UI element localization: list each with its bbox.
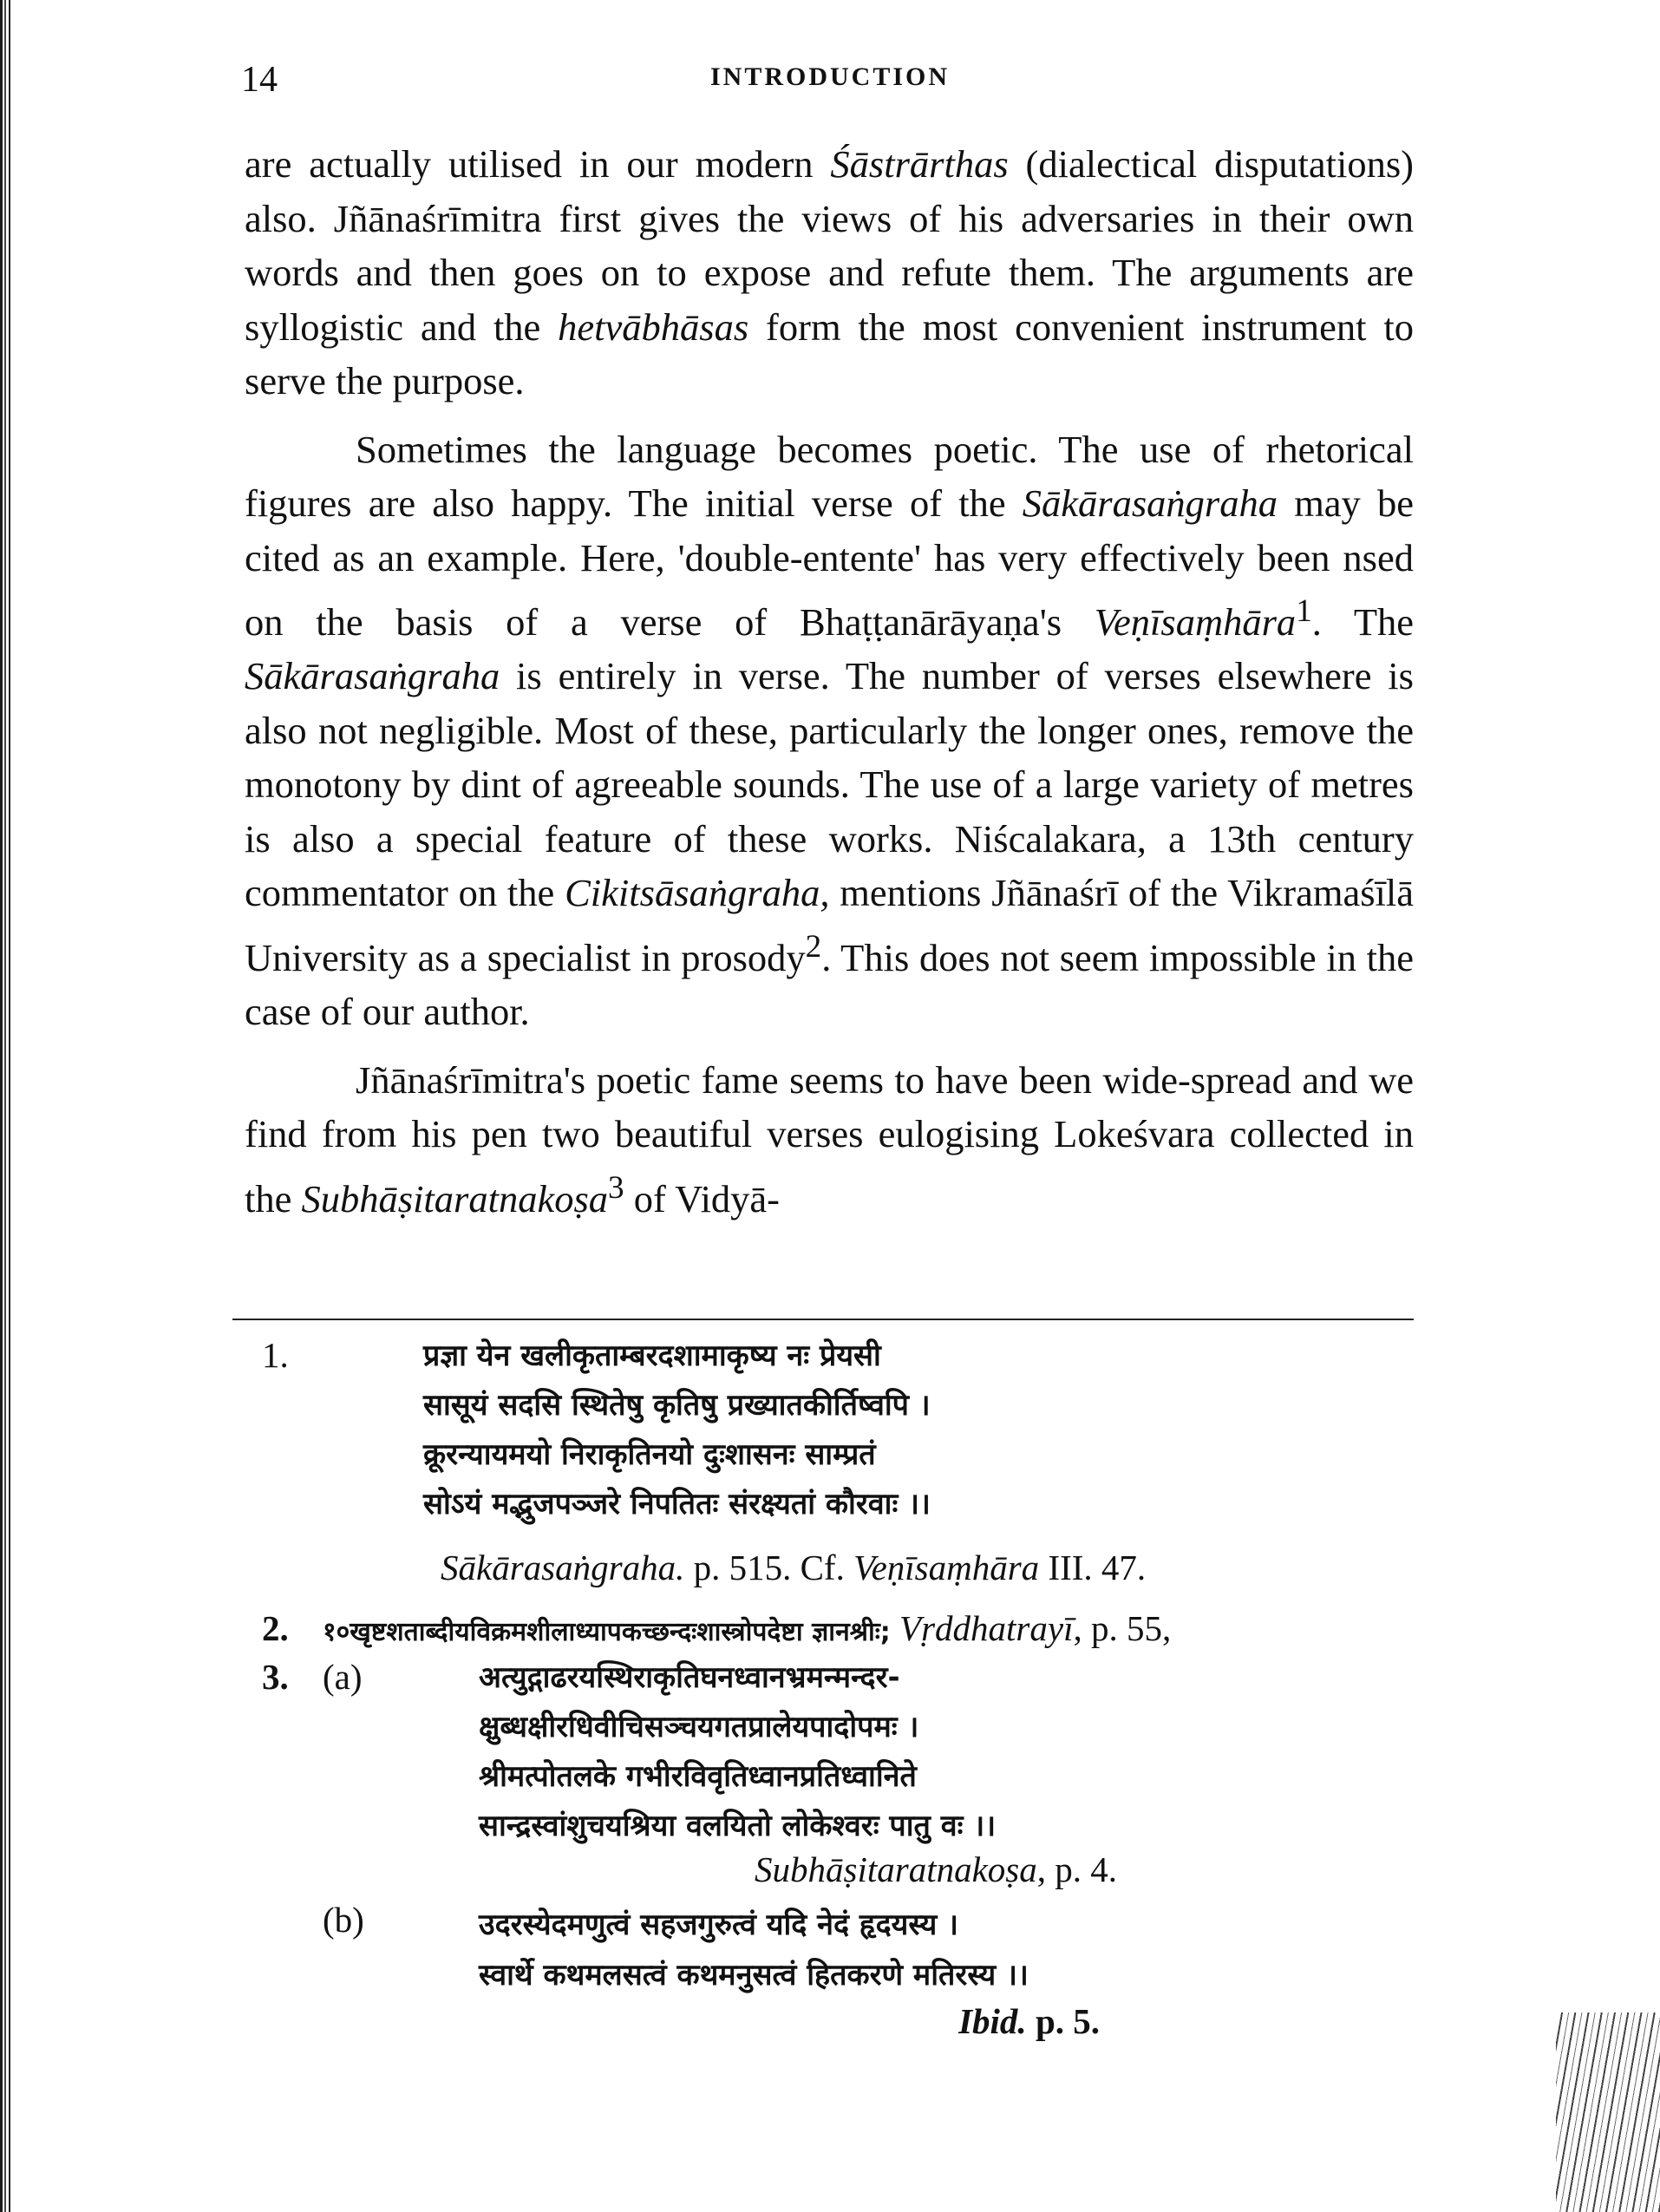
footnote-3a-citation: Subhāṣitaratnakoṣa, p. 4.: [755, 1849, 1117, 1889]
footnote-3b-verse: [479, 1900, 1029, 2000]
verse-line: श्रीमत्पोतलके गभीरविवृतिध्वानप्रतिध्वानिते: [479, 1759, 917, 1794]
verse-line: स्वार्थे कथमलसत्वं कथमनुसत्वं हितकरणे मतिरस्य ।।: [479, 1958, 1029, 1993]
footnote-1-number: 1.: [262, 1335, 289, 1375]
book-spine-shadow: [0, 0, 19, 2212]
italic-term: Sākārasaṅgraha: [1022, 481, 1278, 525]
italic-term: Sākārasaṅgraha: [245, 654, 500, 698]
footnote-ref-2: 2: [805, 928, 822, 965]
footnote-ref-3: 3: [608, 1169, 624, 1206]
verse-line: क्रूरन्यायमयो निराकृतिनयो दुःशासनः साम्प्रतं: [423, 1437, 876, 1472]
italic-term: Śāstrārthas: [830, 142, 1009, 186]
italic-term: Cikitsāsaṅgraha,: [565, 871, 830, 915]
verse-line: सान्द्रस्वांशुचयश्रिया वलयितो लोकेश्वरः पातु वः ।।: [479, 1809, 997, 1843]
italic-term: hetvābhāsas: [558, 304, 749, 349]
body-text: [245, 137, 1414, 1226]
paragraph-1: are actually utilised in our modern Śāstrārthas (dialectical disputations) also. Jñānaśrīmitra first gives the views of his adversaries in their own words and then goes on to expose and refute them. The arguments are syllogistic and the hetvābhāsas form the most convenient instrument to serve the purpose.: [245, 142, 1414, 402]
italic-term: Veṇīsaṃhāra: [1094, 599, 1297, 644]
footnote-ref-1: 1: [1296, 593, 1312, 629]
verse-line: सासूयं सदसि स्थितेषु कृतिषु प्रख्यातकीर्तिष्वपि ।: [423, 1388, 931, 1423]
footnote-1-verse: [423, 1332, 931, 1529]
footnote-3b-citation: Ibid. p. 5.: [958, 2001, 1100, 2041]
footnote-1-citation: Sākārasaṅgraha. p. 515. Cf. Veṇīsaṃhāra III. 47.: [441, 1548, 1147, 1587]
verse-line: सोऽयं मद्भुजपञ्जरे निपतितः संरक्ष्यतां कौरवाः ।।: [423, 1487, 931, 1522]
paragraph-3: Jñānaśrīmitra's poetic fame seems to have been wide-spread and we find from his pen two beautiful verses eulogising Lokeśvara collected in the Subhāṣitaratnakoṣa$^3$ of Vidyā-: [245, 1057, 1414, 1221]
verse-line: प्रज्ञा येन खलीकृताम्बरदशामाकृष्य नः प्रेयसी: [423, 1338, 881, 1373]
footnote-2-number: 2.: [262, 1608, 289, 1648]
page-edge-shadow: [1556, 2012, 1660, 2212]
footnote-3b-label: (b): [323, 1900, 364, 1940]
running-head: INTRODUCTION: [709, 62, 951, 91]
footnote-2-text: १०खृष्टशताब्दीयविक्रमशीलाध्यापकच्छन्दःशास्त्रोपदेष्टा ज्ञानश्रीः; Vṛddhatrayī, p. 55,: [323, 1608, 1172, 1648]
italic-term: Subhāṣitaratnakoṣa: [301, 1176, 609, 1221]
page-number: 14: [241, 60, 278, 100]
footnote-3-number: 3.: [262, 1657, 289, 1697]
verse-line: उदरस्येदमणुत्वं सहजगुरुत्वं यदि नेदं हृदयस्य ।: [479, 1908, 959, 1942]
footnote-divider: [232, 1319, 1414, 1320]
paragraph-2: Sometimes the language becomes poetic. The use of rhetorical figures are also happy. The initial verse of the Sākārasaṅgraha may be cited as an example. Here, 'double-entente' has very effectively been nsed on the basis of a verse of Bhaṭṭanārāyaṇa's Veṇīsaṃhāra$^1$. The Sākārasaṅgraha is entirely in verse. The number of verses elsewhere is also not negligible. Most of these, particularly the longer ones, remove the monotony by dint of agreeable sounds. The use of a large variety of metres is also a special feature of these works. Niścalakara, a 13th century commentator on the Cikitsāsaṅgraha, mentions Jñānaśrī of the Vikramaśīlā University as a specialist in prosody$^2$. This does not seem impossible in the case of our author.: [245, 427, 1415, 1034]
footnote-3a-verse: [479, 1653, 996, 1851]
footnote-3a-label: (a): [323, 1657, 363, 1697]
verse-line: क्षुब्धक्षीरधिवीचिसञ्चयगतप्रालेयपादोपमः ।: [479, 1710, 919, 1744]
verse-line: अत्युद्गाढरयस्थिराकृतिघनध्वानभ्रमन्मन्दर-: [479, 1660, 900, 1695]
